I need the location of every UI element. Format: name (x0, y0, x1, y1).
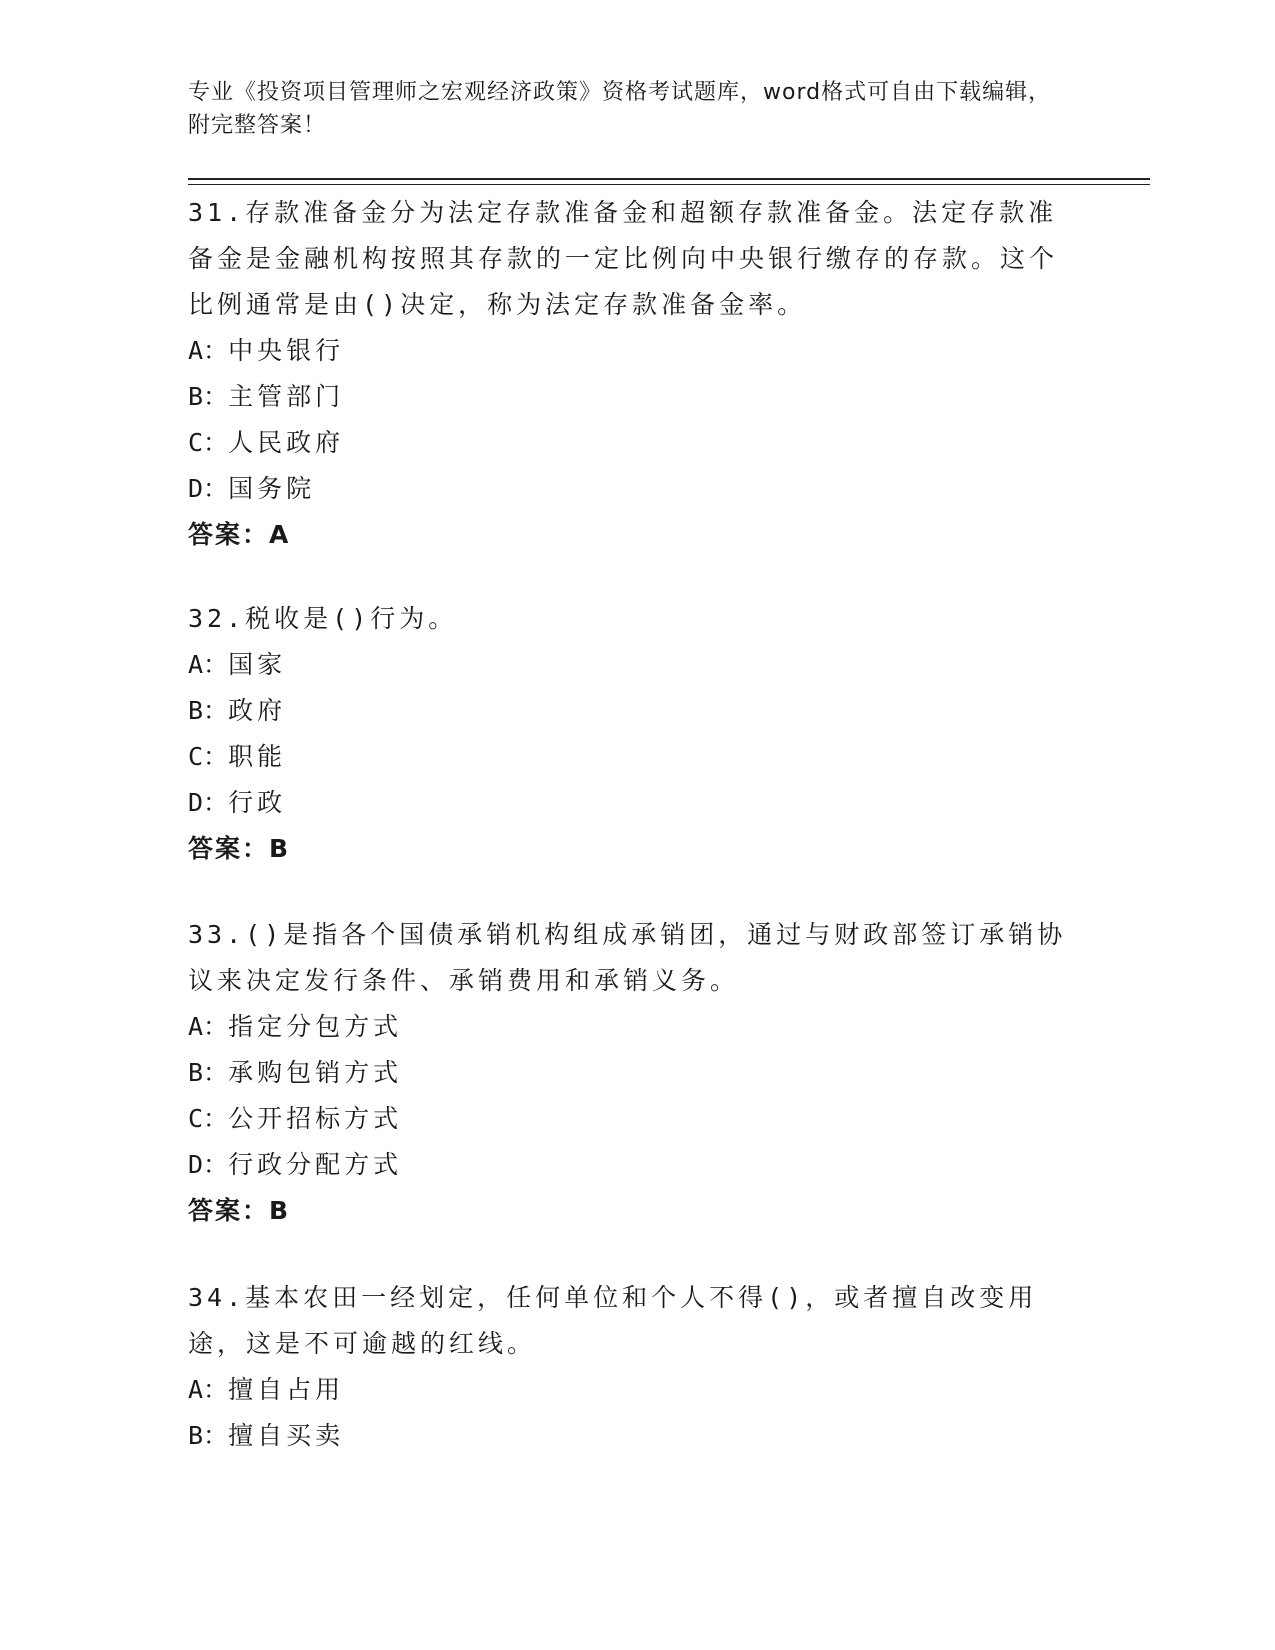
document-header: 专业《投资项目管理师之宏观经济政策》资格考试题库，word格式可自由下载编辑，附完整答案！ (188, 80, 1052, 138)
option-key: A： (188, 1012, 229, 1041)
option-key: A： (188, 650, 229, 679)
question-text: 32.税收是()行为。 (188, 604, 458, 633)
question-33 (188, 912, 1068, 1234)
option-text: 指定分包方式 (228, 1012, 403, 1041)
header-divider (188, 178, 1150, 180)
answer-label: 答案：A (188, 520, 291, 549)
option-key: D： (188, 474, 229, 503)
option-text: 公开招标方式 (228, 1104, 403, 1133)
option-key: C： (188, 742, 229, 771)
option-key: A： (188, 336, 229, 365)
option-text: 主管部门 (228, 382, 345, 411)
option-b (188, 1050, 1068, 1096)
option-key: B： (188, 382, 229, 411)
option-key: D： (188, 1150, 229, 1179)
option-d (188, 466, 1068, 512)
option-key: B： (188, 1421, 229, 1450)
header-divider-thin (188, 184, 1150, 185)
option-c (188, 420, 1068, 466)
question-32 (188, 596, 1068, 872)
option-key: C： (188, 428, 229, 457)
option-key: C： (188, 1104, 229, 1133)
answer-label: 答案：B (188, 834, 291, 863)
option-c (188, 734, 1068, 780)
option-text: 中央银行 (228, 336, 345, 365)
option-a (188, 328, 1068, 374)
option-text: 职能 (228, 742, 287, 771)
option-key: D： (188, 788, 229, 817)
option-text: 承购包销方式 (228, 1058, 403, 1087)
option-text: 行政 (228, 788, 287, 817)
option-text: 人民政府 (228, 428, 345, 457)
option-d (188, 780, 1068, 826)
option-key: B： (188, 696, 229, 725)
option-text: 行政分配方式 (228, 1150, 403, 1179)
option-b (188, 374, 1068, 420)
question-34 (188, 1275, 1068, 1459)
question-text: 33.()是指各个国债承销机构组成承销团，通过与财政部签订承销协议来决定发行条件、承销费用和承销义务。 (188, 920, 1067, 995)
question-text: 31.存款准备金分为法定存款准备金和超额存款准备金。法定存款准备金是金融机构按照其存款的一定比例向中央银行缴存的存款。这个比例通常是由()决定，称为法定存款准备金率。 (188, 198, 1059, 319)
option-a (188, 1004, 1068, 1050)
option-b (188, 1413, 1068, 1459)
option-key: B： (188, 1058, 229, 1087)
option-b (188, 688, 1068, 734)
question-31 (188, 190, 1068, 558)
option-key: A： (188, 1375, 229, 1404)
option-a (188, 642, 1068, 688)
answer-label: 答案：B (188, 1196, 291, 1225)
option-text: 擅自占用 (228, 1375, 345, 1404)
option-text: 国务院 (228, 474, 316, 503)
option-text: 政府 (228, 696, 287, 725)
option-a (188, 1367, 1068, 1413)
option-c (188, 1096, 1068, 1142)
question-text: 34.基本农田一经划定，任何单位和个人不得()，或者擅自改变用途，这是不可逾越的红线。 (188, 1283, 1038, 1358)
option-text: 国家 (228, 650, 287, 679)
option-text: 擅自买卖 (228, 1421, 345, 1450)
option-d (188, 1142, 1068, 1188)
